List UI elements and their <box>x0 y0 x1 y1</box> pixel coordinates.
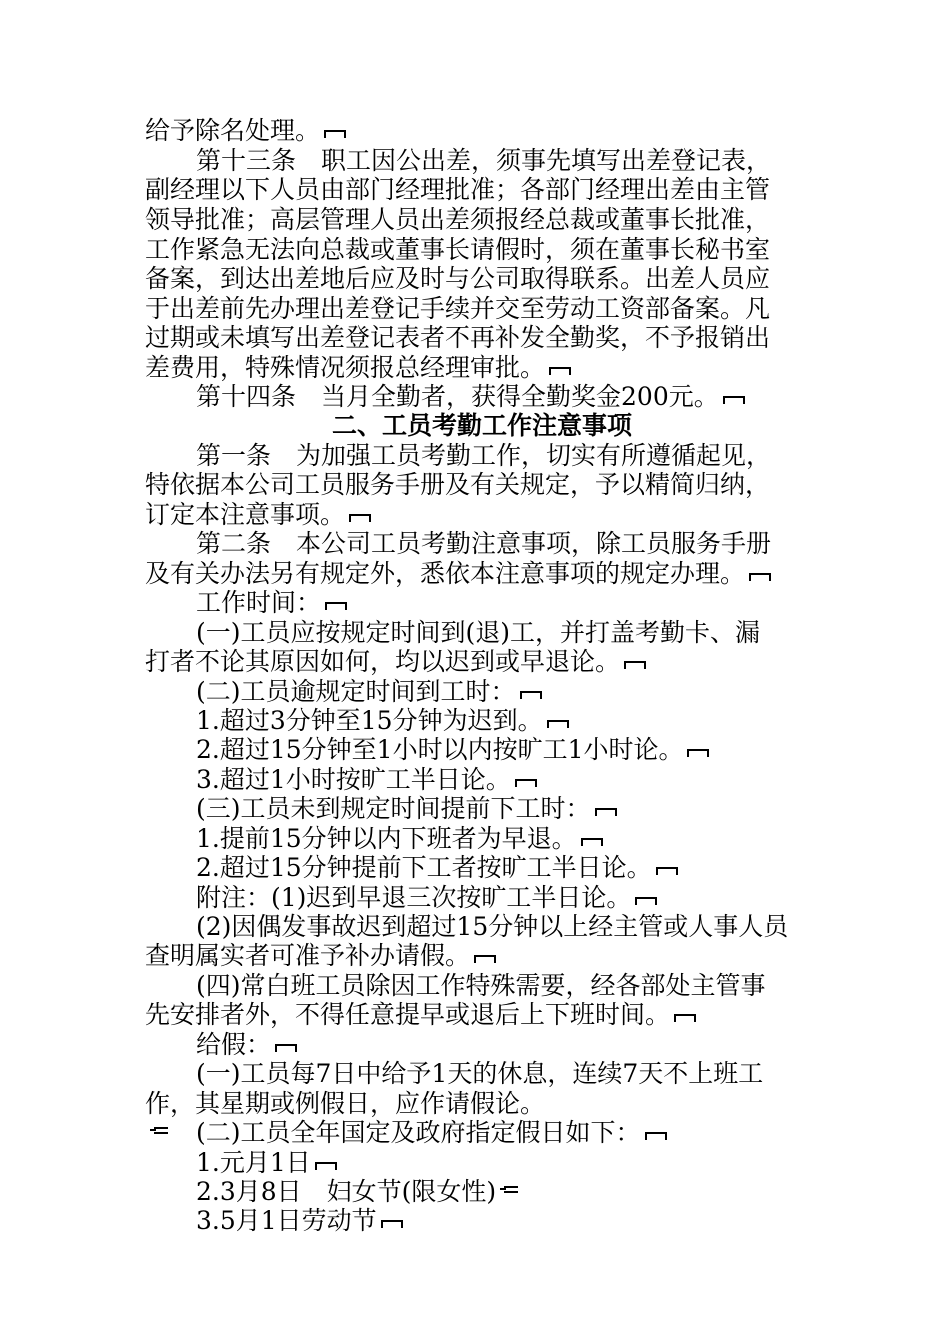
text-line: 3.5月1日劳动节 <box>196 1206 403 1235</box>
paragraph-mark-icon <box>549 367 571 375</box>
text-line: 第一条 为加强工员考勤工作，切实有所遵循起见， <box>196 441 772 470</box>
paragraph-mark-icon <box>581 838 603 846</box>
text-line: 副经理以下人员由部门经理批准；各部门经理出差由主管 <box>145 175 771 204</box>
text-line: 1.元月1日 <box>196 1148 337 1177</box>
paragraph-mark-icon <box>624 661 646 669</box>
text-line: 给假： <box>196 1030 297 1059</box>
text-line: 及有关办法另有规定外，悉依本注意事项的规定办理。 <box>145 559 771 588</box>
fullwidth-space-mark-icon <box>500 1184 518 1194</box>
text-line: (二)工员全年国定及政府指定假日如下： <box>196 1118 667 1147</box>
paragraph-mark-icon <box>474 955 496 963</box>
text-line: 过期或未填写出差登记表者不再补发全勤奖，不予报销出 <box>145 323 771 352</box>
section-heading: 二、工员考勤工作注意事项 <box>332 411 633 440</box>
paragraph-mark-icon <box>645 1132 667 1140</box>
fullwidth-space-mark-icon <box>150 1125 168 1135</box>
text-line: 第十三条 职工因公出差，须事先填写出差登记表， <box>196 146 772 175</box>
text-line: (二)工员逾规定时间到工时： <box>196 677 542 706</box>
paragraph-mark-icon <box>674 1014 696 1022</box>
text-line: 2.超过15分钟提前下工者按旷工半日论。 <box>196 853 678 882</box>
text-line: (一)工员每7日中给予1天的休息，连续7天不上班工 <box>196 1059 764 1088</box>
text-line: 差费用，特殊情况须报总经理审批。 <box>145 353 571 382</box>
text-line: 于出差前先办理出差登记手续并交至劳动工资部备案。凡 <box>145 294 771 323</box>
text-line: (三)工员未到规定时间提前下工时： <box>196 794 617 823</box>
text-line: 订定本注意事项。 <box>145 500 371 529</box>
text-line: 打者不论其原因如何，均以迟到或早退论。 <box>145 647 646 676</box>
text-line: 作，其星期或例假日，应作请假论。 <box>145 1089 546 1118</box>
paragraph-mark-icon <box>315 1162 337 1170</box>
paragraph-mark-icon <box>515 779 537 787</box>
text-line: 备案，到达出差地后应及时与公司取得联系。出差人员应 <box>145 264 771 293</box>
paragraph-mark-icon <box>635 897 657 905</box>
text-line: (一)工员应按规定时间到(退)工，并打盖考勤卡、漏 <box>196 618 761 647</box>
paragraph-mark-icon <box>687 749 709 757</box>
text-line: 3.超过1小时按旷工半日论。 <box>196 765 537 794</box>
paragraph-mark-icon <box>656 867 678 875</box>
paragraph-mark-icon <box>324 130 346 138</box>
text-line: (2)因偶发事故迟到超过15分钟以上经主管或人事人员 <box>196 912 789 941</box>
paragraph-mark-icon <box>595 808 617 816</box>
text-line: 先安排者外，不得任意提早或退后上下班时间。 <box>145 1000 696 1029</box>
text-line: 领导批准；高层管理人员出差须报经总裁或董事长批准， <box>145 205 771 234</box>
paragraph-mark-icon <box>520 691 542 699</box>
text-line: 第十四条 当月全勤者，获得全勤奖金200元。 <box>196 382 745 411</box>
text-line: 2.超过15分钟至1小时以内按旷工1小时论。 <box>196 735 709 764</box>
text-line: 查明属实者可准予补办请假。 <box>145 941 496 970</box>
paragraph-mark-icon <box>325 602 347 610</box>
text-line: 第二条 本公司工员考勤注意事项，除工员服务手册 <box>196 529 772 558</box>
text-line: 2.3月8日 妇女节(限女性) <box>196 1177 518 1206</box>
paragraph-mark-icon <box>547 720 569 728</box>
text-line: 工作紧急无法向总裁或董事长请假时，须在董事长秘书室 <box>145 235 771 264</box>
text-line: 给予除名处理。 <box>145 116 346 145</box>
paragraph-mark-icon <box>749 573 771 581</box>
text-line: 1.超过3分钟至15分钟为迟到。 <box>196 706 569 735</box>
text-line: 特依据本公司工员服务手册及有关规定，予以精简归纳， <box>145 470 771 499</box>
text-line: (四)常白班工员除因工作特殊需要，经各部处主管事 <box>196 971 766 1000</box>
text-line: 1.提前15分钟以内下班者为早退。 <box>196 824 603 853</box>
paragraph-mark-icon <box>275 1044 297 1052</box>
text-line: 工作时间： <box>196 588 347 617</box>
paragraph-mark-icon <box>381 1220 403 1228</box>
paragraph-mark-icon <box>349 514 371 522</box>
text-line: 附注：(1)迟到早退三次按旷工半日论。 <box>196 883 657 912</box>
paragraph-mark-icon <box>723 396 745 404</box>
